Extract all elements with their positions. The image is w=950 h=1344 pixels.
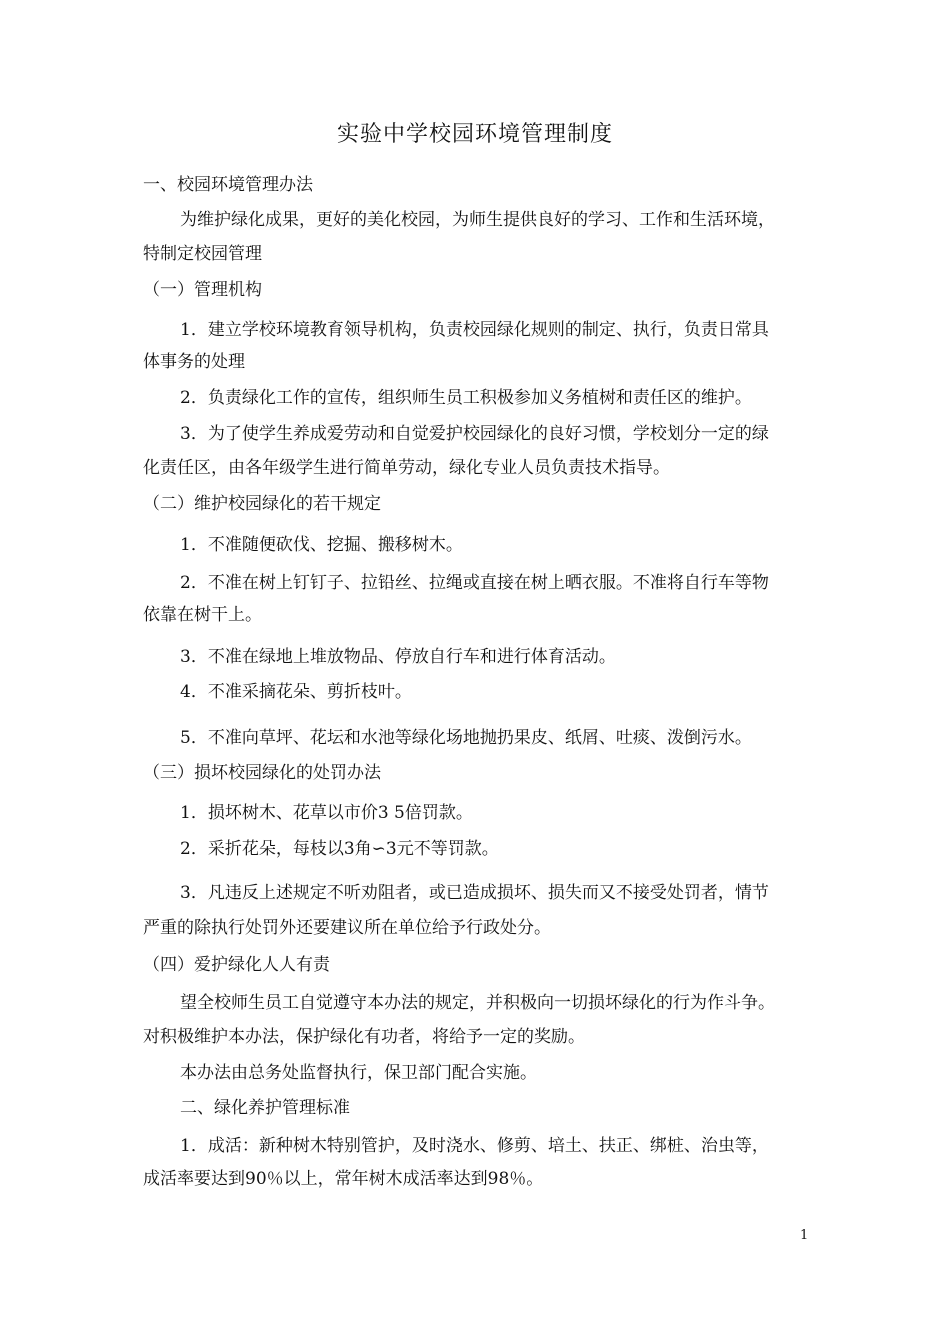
- item-1-1-line-2: 体事务的处理: [143, 352, 245, 372]
- section-heading-2: 二、绿化养护管理标准: [180, 1098, 350, 1118]
- intro-paragraph-line-1: 为维护绿化成果，更好的美化校园，为师生提供良好的学习、工作和生活环境，: [180, 210, 775, 230]
- item-2-3: 3．不准在绿地上堆放物品、停放自行车和进行体育活动。: [180, 647, 616, 667]
- item-3-1: 1．损坏树木、花草以市价3 5倍罚款。: [180, 803, 473, 823]
- item-3-3-line-1: 3．凡违反上述规定不听劝阻者，或已造成损坏、损失而又不接受处罚者，情节: [180, 883, 769, 903]
- item-1-2: 2．负责绿化工作的宣传，组织师生员工积极参加义务植树和责任区的维护。: [180, 388, 752, 408]
- item-1-3-line-1: 3．为了使学生养成爱劳动和自觉爱护校园绿化的良好习惯，学校划分一定的绿: [180, 424, 769, 444]
- intro-paragraph-line-2: 特制定校园管理: [143, 244, 262, 264]
- item-1-1-line-1: 1．建立学校环境教育领导机构，负责校园绿化规则的制定、执行，负责日常具: [180, 320, 769, 340]
- page-number: 1: [800, 1228, 809, 1243]
- paragraph-4-line-3: 本办法由总务处监督执行，保卫部门配合实施。: [180, 1063, 537, 1083]
- subsection-heading-3: （三）损坏校园绿化的处罚办法: [143, 763, 381, 783]
- subsection-heading-4: （四）爱护绿化人人有责: [143, 955, 330, 975]
- subsection-heading-2: （二）维护校园绿化的若干规定: [143, 494, 381, 514]
- item-2-5: 5．不准向草坪、花坛和水池等绿化场地抛扔果皮、纸屑、吐痰、泼倒污水。: [180, 728, 752, 748]
- section-heading-1: 一、校园环境管理办法: [143, 175, 313, 195]
- item-2-2-line-1: 2．不准在树上钉钉子、拉铅丝、拉绳或直接在树上晒衣服。不准将自行车等物: [180, 573, 769, 593]
- item-3-3-line-2: 严重的除执行处罚外还要建议所在单位给予行政处分。: [143, 918, 551, 938]
- paragraph-4-line-1: 望全校师生员工自觉遵守本办法的规定，并积极向一切损坏绿化的行为作斗争。: [180, 993, 775, 1013]
- item-s2-1-line-2: 成活率要达到90％以上，常年树木成活率达到98％。: [143, 1169, 544, 1189]
- page-title: 实验中学校园环境管理制度: [336, 122, 613, 147]
- item-3-2: 2．采折花朵，每枝以3角∽3元不等罚款。: [180, 839, 499, 859]
- item-2-1: 1．不准随便砍伐、挖掘、搬移树木。: [180, 535, 463, 555]
- subsection-heading-1: （一）管理机构: [143, 280, 262, 300]
- item-2-4: 4．不准采摘花朵、剪折枝叶。: [180, 682, 412, 702]
- item-2-2-line-2: 依靠在树干上。: [143, 605, 262, 625]
- paragraph-4-line-2: 对积极维护本办法，保护绿化有功者，将给予一定的奖励。: [143, 1027, 585, 1047]
- item-1-3-line-2: 化责任区，由各年级学生进行简单劳动，绿化专业人员负责技术指导。: [143, 458, 670, 478]
- item-s2-1-line-1: 1．成活：新种树木特别管护，及时浇水、修剪、培土、扶正、绑桩、治虫等，: [180, 1136, 769, 1156]
